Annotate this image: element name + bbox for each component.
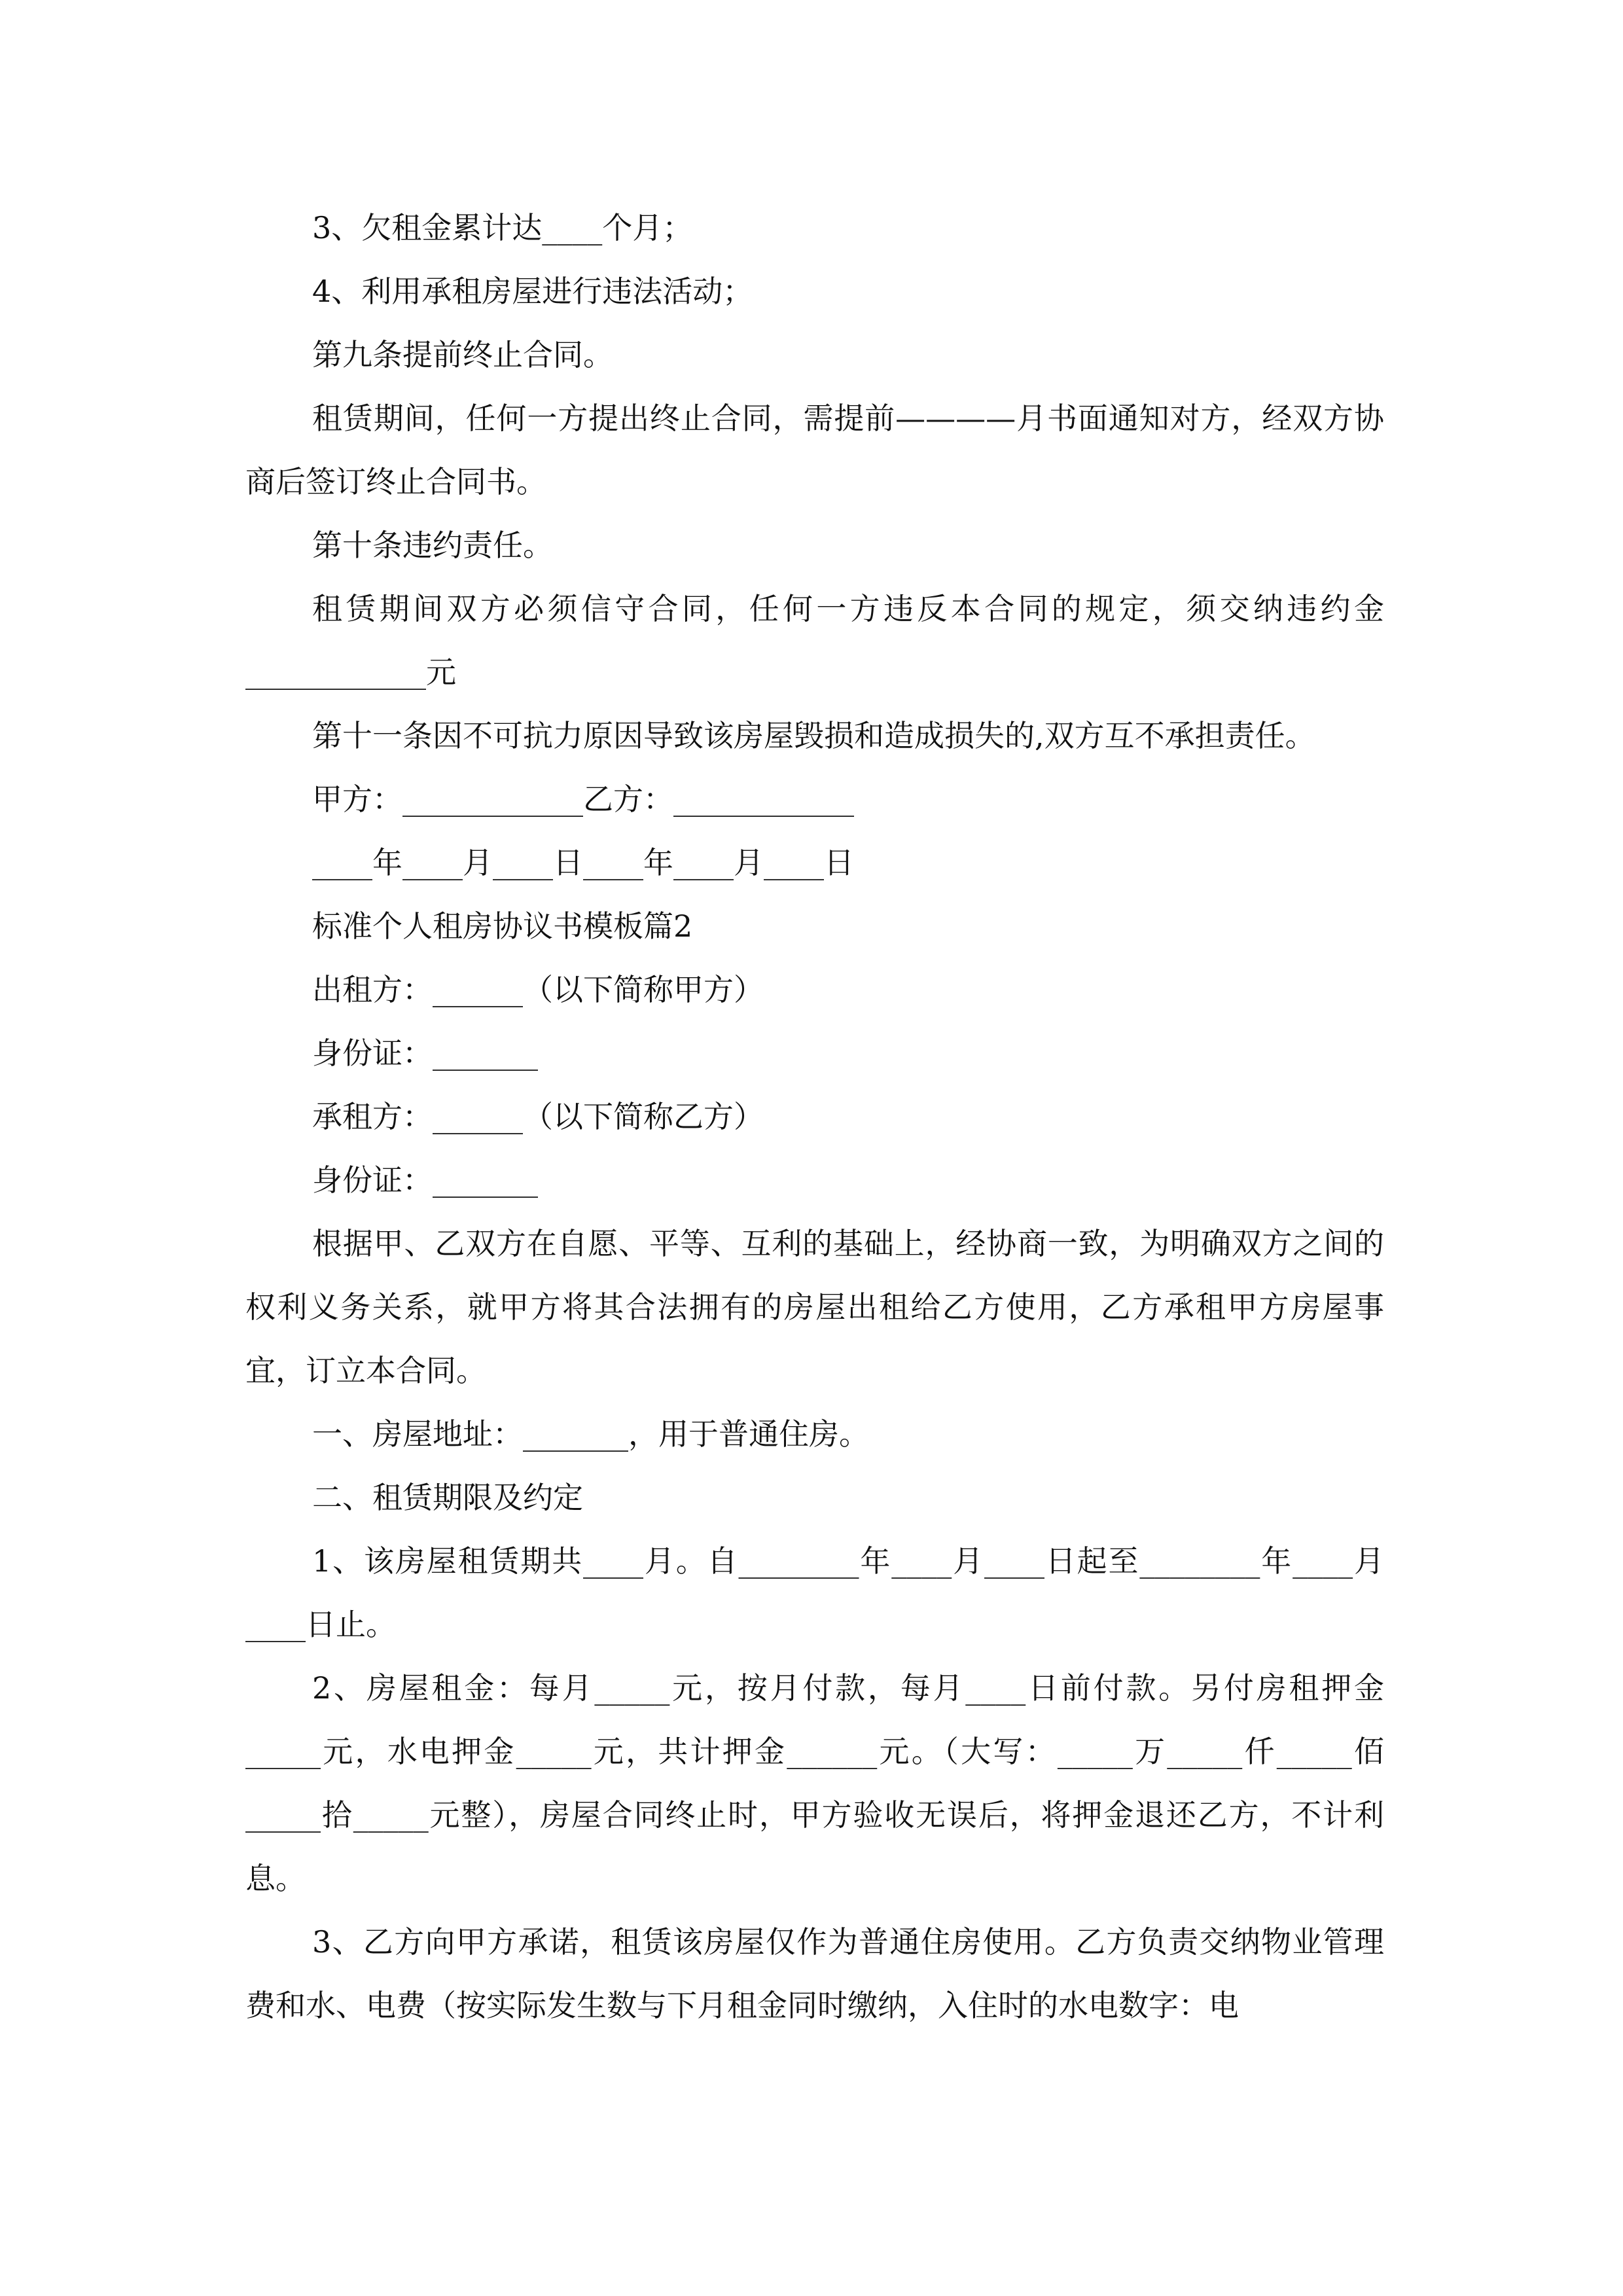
- clause-arrears: 3、欠租金累计达____个月；: [312, 210, 693, 245]
- article-9-heading: 第九条提前终止合同。: [312, 337, 613, 372]
- date-line: ____年____月____日____年____月____日: [312, 845, 854, 880]
- article-9-body: 租赁期间，任何一方提出终止合同，需提前————月书面通知对方，经双方协商后签订终止合同书。: [245, 401, 1384, 499]
- section-1-address: 一、房屋地址：_______，用于普通住房。: [312, 1416, 869, 1452]
- lessee-line: 承租方：______（以下简称乙方）: [312, 1099, 764, 1134]
- clause-rent: 2、房屋租金：每月_____元，按月付款，每月____日前付款。另付房租押金_____元，水电押金_____元，共计押金______元。（大写：_____万_____仟_____佰_____拾_____元整），房屋合同终止时，甲方验收无误后，将押金退还乙方，不计利息。: [245, 1670, 1385, 1896]
- template-2-title: 标准个人租房协议书模板篇2: [312, 908, 693, 944]
- article-10-body: 租赁期间双方必须信守合同，任何一方违反本合同的规定，须交纳违约金____________元: [245, 591, 1384, 690]
- clause-illegal-use: 4、利用承租房屋进行违法活动；: [312, 274, 753, 309]
- lessor-line: 出租方：______（以下简称甲方）: [312, 972, 764, 1007]
- section-2-heading: 二、租赁期限及约定: [312, 1480, 583, 1515]
- signature-line: 甲方：____________乙方：____________: [312, 781, 854, 817]
- preamble: 根据甲、乙双方在自愿、平等、互利的基础上，经协商一致，为明确双方之间的权利义务关系，就甲方将其合法拥有的房屋出租给乙方使用，乙方承租甲方房屋事宜，订立本合同。: [245, 1226, 1384, 1388]
- article-10-heading: 第十条违约责任。: [312, 528, 553, 563]
- article-11: 第十一条因不可抗力原因导致该房屋毁损和造成损失的,双方互不承担责任。: [312, 718, 1315, 753]
- lessor-id-line: 身份证：_______: [312, 1035, 538, 1071]
- lessee-id-line: 身份证：_______: [312, 1162, 538, 1198]
- document-body: [245, 196, 1384, 2037]
- clause-usage: 3、乙方向甲方承诺，租赁该房屋仅作为普通住房使用。乙方负责交纳物业管理费和水、电费（按实际发生数与下月租金同时缴纳，入住时的水电数字：电: [245, 1924, 1384, 2023]
- clause-lease-term: 1、该房屋租赁期共____月。自________年____月____日起至________年____月____日止。: [245, 1543, 1384, 1642]
